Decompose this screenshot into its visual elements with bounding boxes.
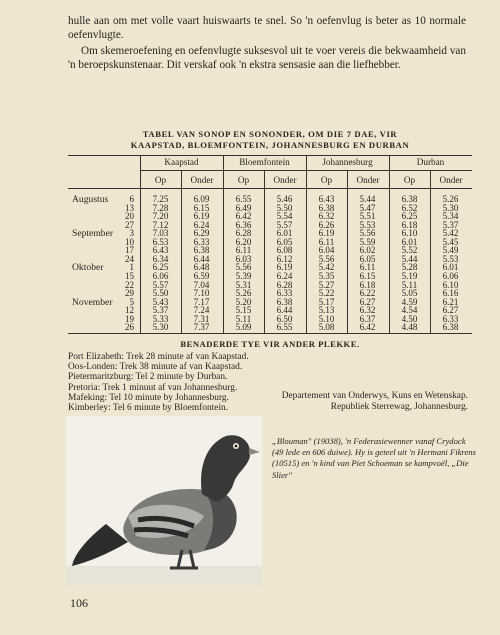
time-cell: 5.05 bbox=[401, 288, 418, 299]
table-subheader-rule bbox=[68, 188, 472, 189]
time-cell: 5.44 bbox=[359, 194, 376, 204]
time-cell: 6.33 bbox=[193, 236, 210, 247]
time-cell: 6.49 bbox=[235, 202, 252, 213]
caption-line: (10515) en 'n kind van Piet Schoeman se kampvoël, „Die bbox=[272, 458, 469, 469]
time-cell: 6.42 bbox=[359, 322, 376, 333]
time-cell: 5.39 bbox=[235, 270, 252, 281]
time-cell: 6.59 bbox=[193, 270, 210, 281]
time-cell: 7.17 bbox=[193, 296, 210, 307]
time-cell: 5.26 bbox=[442, 194, 459, 204]
time-cell: 6.44 bbox=[276, 305, 293, 316]
time-cell: 6.25 bbox=[152, 262, 169, 273]
col-label-op: Op bbox=[403, 175, 416, 185]
time-cell: 6.20 bbox=[235, 236, 252, 247]
time-cell: 6.11 bbox=[318, 236, 335, 247]
time-cell: 5.57 bbox=[152, 279, 169, 290]
time-cell: 6.28 bbox=[276, 279, 293, 290]
time-cell: 6.18 bbox=[401, 219, 418, 230]
day-label: 27 bbox=[125, 219, 134, 230]
intro-paragraph-2: Om skemeroefening en oefenvlugte suksesvol uit te voer vereis die bekwaamheid van 'n beroepskunstenaar. Dit verskaf ook 'n ekstra sensasie aan die liefhebber. bbox=[68, 45, 466, 71]
time-cell: 5.26 bbox=[235, 288, 252, 299]
time-cell: 6.43 bbox=[318, 194, 335, 204]
time-cell: 7.03 bbox=[152, 228, 169, 239]
month-label: Augustus bbox=[72, 194, 109, 205]
caption-line: Slier" bbox=[272, 469, 292, 480]
table-top-rule bbox=[68, 155, 472, 156]
day-label: 13 bbox=[125, 202, 134, 213]
time-cell: 6.44 bbox=[193, 253, 210, 264]
time-cell: 4.59 bbox=[401, 296, 418, 307]
day-label: 12 bbox=[125, 305, 134, 316]
time-cell: 6.24 bbox=[276, 270, 293, 281]
time-cell: 5.08 bbox=[318, 322, 335, 333]
time-cell: 5.42 bbox=[442, 228, 459, 239]
day-label: 29 bbox=[125, 288, 134, 299]
time-cell: 7.10 bbox=[193, 288, 210, 299]
time-cell: 6.29 bbox=[193, 228, 210, 239]
col-label-op: Op bbox=[237, 175, 250, 185]
caption-line: „Blouman" (19038), 'n Federasiewenner vanaf Crydock bbox=[272, 436, 466, 446]
caption-line: (49 lede en 606 duiwe). Hy is geteel uit 'n Hermani Fikrens bbox=[272, 447, 476, 458]
time-cell: 6.32 bbox=[359, 305, 376, 316]
time-cell: 6.19 bbox=[318, 228, 335, 239]
table-title-line-2: KAAPSTAD, BLOEMFONTEIN, JOHANNESBURG EN DURBAN bbox=[130, 140, 410, 150]
time-cell: 6.15 bbox=[193, 202, 210, 213]
time-cell: 6.27 bbox=[442, 305, 459, 316]
time-cell: 5.44 bbox=[401, 253, 418, 264]
time-cell: 5.11 bbox=[401, 279, 418, 290]
time-cell: 5.56 bbox=[235, 262, 252, 273]
time-cell: 5.46 bbox=[276, 194, 293, 204]
time-cell: 6.06 bbox=[442, 270, 459, 281]
time-cell: 5.53 bbox=[442, 253, 459, 264]
time-cell: 6.53 bbox=[152, 236, 169, 247]
time-cell: 5.19 bbox=[401, 270, 418, 281]
time-cell: 6.55 bbox=[235, 194, 252, 204]
time-cell: 6.33 bbox=[442, 313, 459, 324]
time-cell: 5.50 bbox=[276, 202, 293, 213]
time-cell: 6.18 bbox=[359, 279, 376, 290]
time-cell: 6.33 bbox=[276, 288, 293, 299]
month-label: September bbox=[72, 228, 114, 240]
time-cell: 6.38 bbox=[276, 296, 293, 307]
other-place-line: Kimberley: Tel 6 minute by Bloemfontein. bbox=[68, 403, 229, 413]
observatory-credit: Republiek Sterrewag, Johannesburg. bbox=[330, 402, 468, 412]
time-cell: 5.31 bbox=[235, 279, 252, 290]
time-cell: 6.38 bbox=[193, 245, 210, 256]
time-cell: 5.35 bbox=[318, 270, 335, 281]
time-cell: 5.15 bbox=[235, 305, 252, 316]
day-label: 15 bbox=[125, 270, 134, 281]
time-cell: 6.03 bbox=[235, 253, 252, 264]
time-cell: 6.10 bbox=[401, 228, 418, 239]
time-cell: 5.28 bbox=[401, 262, 418, 273]
time-cell: 5.42 bbox=[318, 262, 335, 273]
time-cell: 6.11 bbox=[235, 245, 252, 256]
day-label: 24 bbox=[125, 253, 134, 264]
department-credit: Departement van Onderwys, Kuns en Wetenskap. bbox=[281, 391, 468, 401]
day-label: 5 bbox=[129, 296, 134, 307]
table-title-line-1: TABEL VAN SONOP EN SONONDER, OM DIE 7 DAE, VIR bbox=[142, 129, 398, 139]
time-cell: 6.05 bbox=[359, 253, 376, 264]
page-number: 106 bbox=[70, 596, 88, 610]
time-cell: 5.52 bbox=[401, 245, 418, 256]
col-label-onder: Onder bbox=[356, 175, 380, 185]
time-cell: 6.19 bbox=[193, 211, 210, 222]
time-cell: 6.27 bbox=[359, 296, 376, 307]
time-cell: 6.24 bbox=[193, 219, 210, 230]
time-cell: 5.37 bbox=[442, 219, 459, 230]
month-label: November bbox=[72, 296, 113, 308]
pigeon-illustration bbox=[66, 416, 262, 585]
time-cell: 7.37 bbox=[193, 322, 210, 333]
time-cell: 5.59 bbox=[359, 236, 376, 247]
time-cell: 5.53 bbox=[359, 219, 376, 230]
time-cell: 4.48 bbox=[401, 322, 418, 333]
other-place-line: Port Elizabeth: Trek 28 minute af van Kaapstad. bbox=[68, 352, 249, 362]
time-cell: 6.36 bbox=[235, 219, 252, 230]
time-cell: 6.16 bbox=[442, 288, 459, 299]
time-cell: 6.21 bbox=[442, 296, 459, 307]
time-cell: 6.50 bbox=[276, 313, 293, 324]
time-cell: 6.09 bbox=[193, 194, 210, 204]
col-label-op: Op bbox=[320, 175, 333, 185]
day-label: 6 bbox=[129, 194, 134, 204]
time-cell: 7.25 bbox=[152, 194, 169, 204]
day-label: 26 bbox=[125, 322, 134, 333]
time-cell: 7.24 bbox=[193, 305, 210, 316]
time-cell: 6.10 bbox=[442, 279, 459, 290]
col-label-op: Op bbox=[154, 175, 167, 185]
time-cell: 6.38 bbox=[318, 202, 335, 213]
day-label: 19 bbox=[125, 313, 134, 324]
time-cell: 5.50 bbox=[152, 288, 169, 299]
time-cell: 5.57 bbox=[276, 219, 293, 230]
time-cell: 5.47 bbox=[359, 202, 376, 213]
pigeon-photo bbox=[66, 416, 262, 585]
other-places-title: BENADERDE TYE VIR ANDER PLEKKE. bbox=[180, 339, 360, 349]
day-label: 3 bbox=[129, 228, 134, 239]
time-cell: 6.28 bbox=[235, 228, 252, 239]
time-cell: 6.01 bbox=[276, 228, 293, 239]
time-cell: 6.19 bbox=[276, 262, 293, 273]
time-cell: 6.05 bbox=[276, 236, 293, 247]
time-cell: 6.01 bbox=[401, 236, 418, 247]
time-cell: 5.37 bbox=[152, 305, 169, 316]
time-cell: 7.31 bbox=[193, 313, 210, 324]
time-cell: 6.08 bbox=[276, 245, 293, 256]
time-cell: 5.22 bbox=[318, 288, 335, 299]
time-cell: 6.32 bbox=[318, 211, 335, 222]
time-cell: 6.52 bbox=[401, 202, 418, 213]
time-cell: 6.02 bbox=[359, 245, 376, 256]
time-cell: 4.50 bbox=[401, 313, 418, 324]
city-header: Kaapstad bbox=[164, 157, 199, 167]
time-cell: 6.22 bbox=[359, 288, 376, 299]
col-label-onder: Onder bbox=[190, 175, 214, 185]
time-cell: 6.26 bbox=[318, 219, 335, 230]
time-cell: 5.33 bbox=[152, 313, 169, 324]
time-cell: 5.43 bbox=[152, 296, 169, 307]
other-place-line: Oos-Londen: Trek 38 minute af van Kaapstad. bbox=[68, 362, 243, 373]
time-cell: 6.04 bbox=[318, 245, 335, 256]
time-cell: 5.56 bbox=[318, 253, 335, 264]
time-cell: 5.30 bbox=[442, 202, 459, 213]
other-place-line: Pretoria: Trek 1 minuut af van Johannesburg. bbox=[68, 382, 238, 393]
time-cell: 5.13 bbox=[318, 305, 335, 316]
day-label: 22 bbox=[125, 279, 134, 290]
day-label: 17 bbox=[125, 245, 134, 256]
time-cell: 6.15 bbox=[359, 270, 376, 281]
time-cell: 5.30 bbox=[152, 322, 169, 333]
time-cell: 6.48 bbox=[193, 262, 210, 273]
city-header: Durban bbox=[416, 157, 445, 167]
time-cell: 6.55 bbox=[276, 322, 293, 333]
day-label: 20 bbox=[125, 211, 134, 222]
time-cell: 5.45 bbox=[442, 236, 459, 247]
other-place-line: Mafeking: Tel 10 minute by Johannesburg. bbox=[68, 392, 229, 403]
time-cell: 7.20 bbox=[152, 211, 169, 222]
time-cell: 6.42 bbox=[235, 211, 252, 222]
time-cell: 5.10 bbox=[318, 313, 335, 324]
time-cell: 6.01 bbox=[442, 262, 459, 273]
time-cell: 6.38 bbox=[442, 322, 459, 333]
time-cell: 6.34 bbox=[152, 253, 169, 264]
city-header: Bloemfontein bbox=[239, 157, 290, 167]
time-cell: 5.49 bbox=[442, 245, 459, 256]
time-cell: 6.37 bbox=[359, 313, 376, 324]
time-cell: 6.25 bbox=[401, 211, 418, 222]
city-header: Johannesburg bbox=[322, 157, 373, 167]
time-cell: 5.34 bbox=[442, 211, 459, 222]
month-label: Oktober bbox=[72, 262, 104, 274]
time-cell: 6.43 bbox=[152, 245, 169, 256]
time-cell: 6.12 bbox=[276, 253, 293, 264]
time-cell: 5.27 bbox=[318, 279, 335, 290]
time-cell: 5.09 bbox=[235, 322, 252, 333]
time-cell: 7.12 bbox=[152, 219, 169, 230]
time-cell: 5.56 bbox=[359, 228, 376, 239]
time-cell: 5.54 bbox=[276, 211, 293, 222]
col-label-onder: Onder bbox=[273, 175, 297, 185]
day-label: 1 bbox=[129, 262, 134, 273]
time-cell: 4.54 bbox=[401, 305, 418, 316]
time-cell: 6.38 bbox=[401, 194, 418, 204]
col-label-onder: Onder bbox=[439, 175, 463, 185]
time-cell: 6.11 bbox=[359, 262, 376, 273]
other-place-line: Pietermaritzburg: Tel 2 minute by Durban. bbox=[68, 372, 228, 383]
time-cell: 7.04 bbox=[193, 279, 210, 290]
intro-paragraph-1: hulle aan om met volle vaart huiswaarts te snel. So 'n oefenvlug is beter as 10 normale oefenvlugte. bbox=[68, 15, 466, 41]
time-cell: 5.20 bbox=[235, 296, 252, 307]
time-cell: 6.06 bbox=[152, 270, 169, 281]
day-label: 10 bbox=[125, 236, 134, 247]
time-cell: 5.51 bbox=[359, 211, 376, 222]
time-cell: 5.11 bbox=[235, 313, 252, 324]
time-cell: 5.17 bbox=[318, 296, 335, 307]
time-cell: 7.28 bbox=[152, 202, 169, 213]
